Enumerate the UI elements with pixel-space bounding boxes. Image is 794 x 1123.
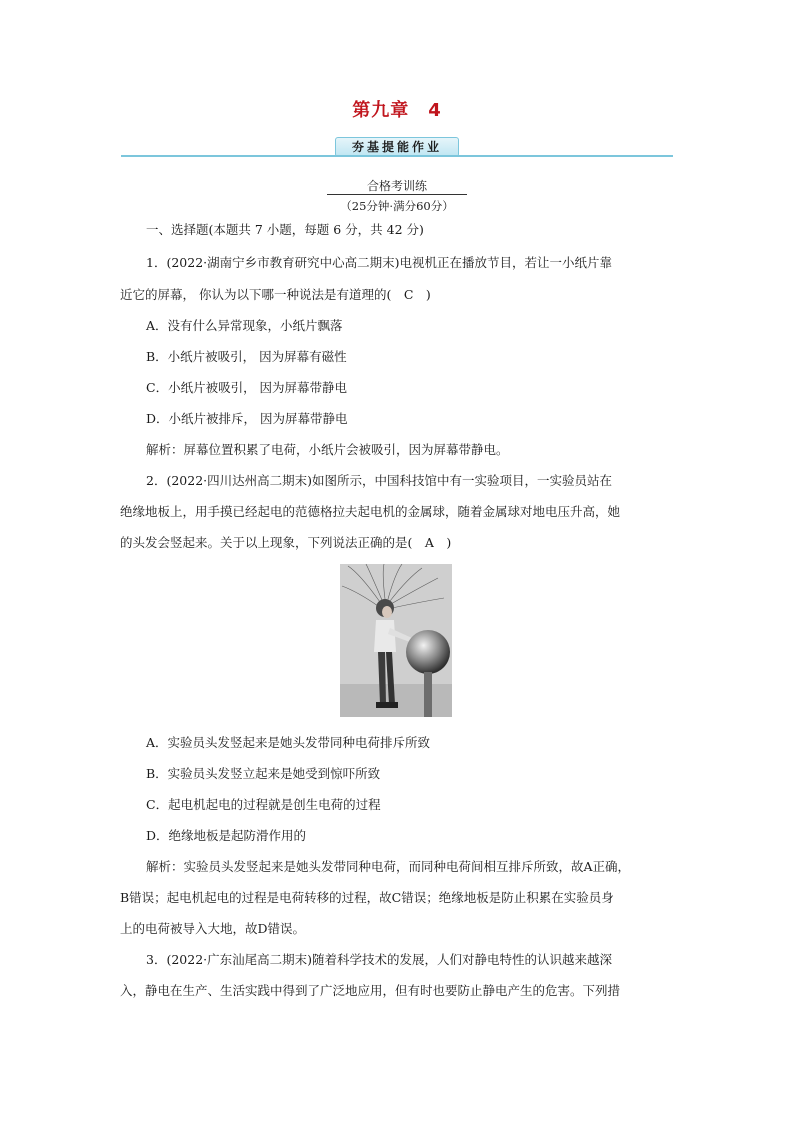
section-subtitle: （25分钟·满分60分） bbox=[340, 199, 454, 213]
chapter-title: 第九章 4 bbox=[352, 100, 442, 121]
q1-option-b: B．小纸片被吸引， 因为屏幕有磁性 bbox=[146, 349, 347, 364]
banner-divider bbox=[121, 155, 673, 157]
homework-banner: 夯基提能作业 bbox=[335, 137, 459, 157]
q2-stem-line1: 2．(2022·四川达州高二期末)如图所示，中国科技馆中有一实验项目，一实验员站在 bbox=[146, 473, 612, 488]
q2-analysis-line2: B错误；起电机起电的过程是电荷转移的过程，故C错误；绝缘地板是防止积累在实验员身 bbox=[120, 890, 614, 905]
q3-stem-line2: 入，静电在生产、生活实践中得到了广泛地应用，但有时也要防止静电产生的危害。下列措 bbox=[120, 983, 621, 998]
q1-option-c: C．小纸片被吸引， 因为屏幕带静电 bbox=[146, 380, 348, 395]
q2-stem-line2: 绝缘地板上，用手摸已经起电的范德格拉夫起电机的金属球，随着金属球对地电压升高，她 bbox=[120, 504, 621, 519]
q2-analysis-line1: 解析：实验员头发竖起来是她头发带同种电荷，而同种电荷间相互排斥所致，故A正确， bbox=[146, 859, 631, 874]
q2-stem-line3: 的头发会竖起来。关于以上现象，下列说法正确的是( A ) bbox=[120, 535, 452, 550]
q1-option-d: D．小纸片被排斥， 因为屏幕带静电 bbox=[146, 411, 348, 426]
section-title: 合格考训练 bbox=[366, 179, 427, 193]
section-divider bbox=[327, 194, 467, 195]
q2-option-b: B．实验员头发竖立起来是她受到惊吓所致 bbox=[146, 766, 381, 781]
part-heading: 一、选择题(本题共 7 小题，每题 6 分，共 42 分) bbox=[146, 222, 424, 237]
q2-option-c: C．起电机起电的过程就是创生电荷的过程 bbox=[146, 797, 381, 812]
q1-option-a: A．没有什么异常现象，小纸片飘落 bbox=[146, 318, 343, 333]
q1-stem-line1: 1．(2022·湖南宁乡市教育研究中心高二期末)电视机正在播放节目，若让一小纸片靠 bbox=[146, 255, 612, 270]
experiment-photo bbox=[340, 564, 452, 717]
q3-stem-line1: 3．(2022·广东汕尾高二期末)随着科学技术的发展，人们对静电特性的认识越来越深 bbox=[146, 952, 612, 967]
q2-option-d: D．绝缘地板是起防滑作用的 bbox=[146, 828, 307, 843]
q2-option-a: A．实验员头发竖起来是她头发带同种电荷排斥所致 bbox=[146, 735, 431, 750]
q1-analysis: 解析：屏幕位置积累了电荷，小纸片会被吸引，因为屏幕带静电。 bbox=[146, 442, 509, 457]
q2-analysis-line3: 上的电荷被导入大地，故D错误。 bbox=[120, 921, 306, 936]
q1-stem-line2: 近它的屏幕， 你认为以下哪一种说法是有道理的( C ) bbox=[120, 287, 431, 302]
